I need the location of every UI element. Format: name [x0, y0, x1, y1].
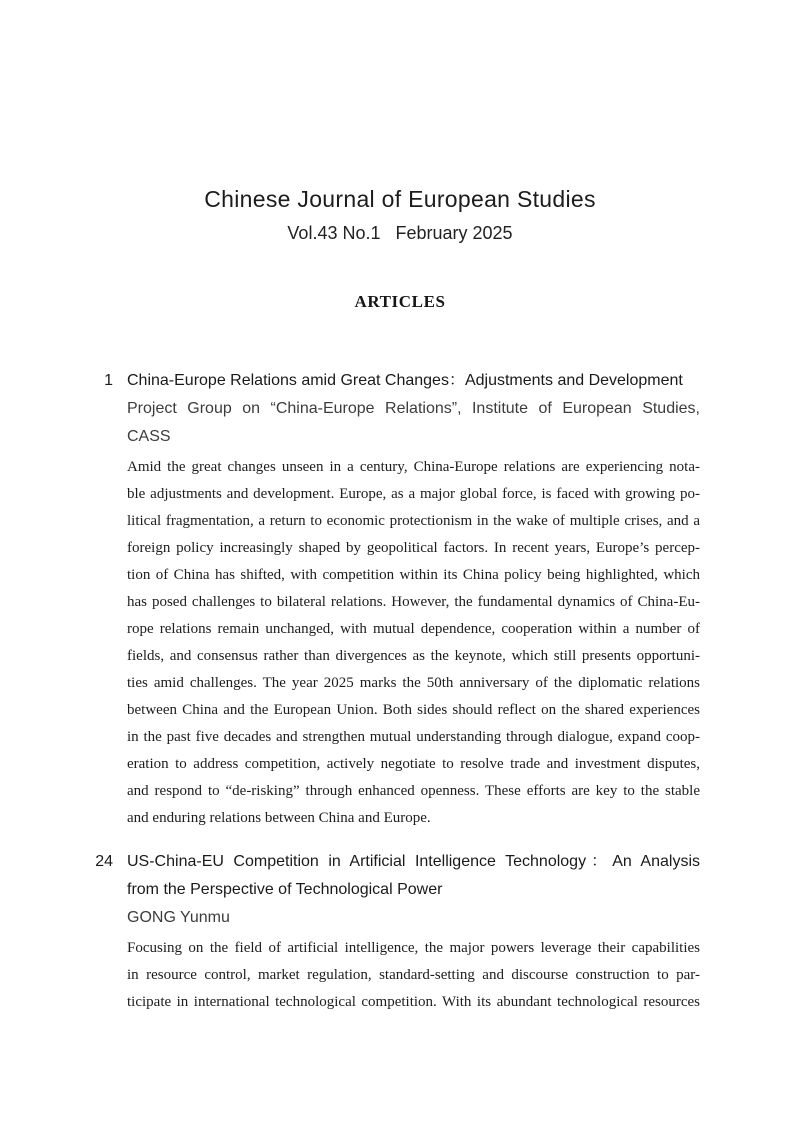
abstract-line: has posed challenges to bilateral relations. However, the fundamental dynamics of China-Eu-: [127, 593, 700, 610]
abstract-line: between China and the European Union. Both sides should reflect on the shared experiences: [127, 701, 700, 718]
abstract-line: ticipate in international technological competition. With its abundant technological resources: [127, 993, 700, 1010]
abstract-line: and enduring relations between China and Europe.: [127, 809, 431, 826]
title-line: US-China-EU Competition in Artificial Intelligence Technology：An Analysis: [127, 852, 700, 870]
article-abstract: [127, 935, 700, 1016]
title-line: from the Perspective of Technological Power: [127, 880, 443, 898]
abstract-line: in the past five decades and strengthen mutual understanding through dialogue, expand coop-: [127, 728, 700, 745]
article-entry: [89, 848, 700, 1016]
page-header: [0, 0, 800, 313]
article-authors: [127, 904, 700, 932]
abstract-line: litical fragmentation, a return to economic protectionism in the wake of multiple crises, and a: [127, 512, 700, 529]
article-page-number: 1: [104, 371, 113, 389]
journal-title: Chinese Journal of European Studies: [204, 186, 596, 212]
article-entry: [89, 367, 700, 832]
article-list: [89, 367, 700, 1016]
article-title: [127, 848, 700, 904]
journal-issue: Vol.43 No.1 February 2025: [287, 222, 513, 243]
abstract-line: tion of China has shifted, with competition within its China policy being highlighted, which: [127, 566, 700, 583]
abstract-line: ble adjustments and development. Europe, as a major global force, is faced with growing po-: [127, 485, 700, 502]
abstract-line: and respond to “de-risking” through enhanced openness. These efforts are key to the stable: [127, 782, 700, 799]
article-abstract: [127, 454, 700, 832]
abstract-line: Amid the great changes unseen in a century, China-Europe relations are experiencing nota-: [127, 458, 700, 475]
abstract-line: foreign policy increasingly shaped by geopolitical factors. In recent years, Europe’s percep-: [127, 539, 700, 556]
abstract-line: in resource control, market regulation, standard-setting and discourse construction to par-: [127, 966, 700, 983]
authors-line: CASS: [127, 427, 171, 445]
abstract-line: fields, and consensus rather than divergences as the keynote, which still presents opportuni-: [127, 647, 700, 664]
article-title: [127, 367, 700, 395]
abstract-line: ties amid challenges. The year 2025 marks the 50th anniversary of the diplomatic relations: [127, 674, 700, 691]
article-body: [127, 367, 700, 832]
authors-line: Project Group on “China-Europe Relations”, Institute of European Studies,: [127, 399, 700, 417]
section-heading-articles: ARTICLES: [354, 292, 446, 312]
authors-line: GONG Yunmu: [127, 908, 230, 926]
abstract-line: rope relations remain unchanged, with mutual dependence, cooperation within a number of: [127, 620, 700, 637]
article-body: [127, 848, 700, 1016]
abstract-line: eration to address competition, actively negotiate to resolve trade and investment disputes,: [127, 755, 700, 772]
abstract-line: Focusing on the field of artificial intelligence, the major powers leverage their capabilities: [127, 939, 700, 956]
article-authors: [127, 395, 700, 451]
title-line: China-Europe Relations amid Great Changes：Adjustments and Development: [127, 371, 683, 389]
article-page-number: 24: [95, 852, 113, 870]
